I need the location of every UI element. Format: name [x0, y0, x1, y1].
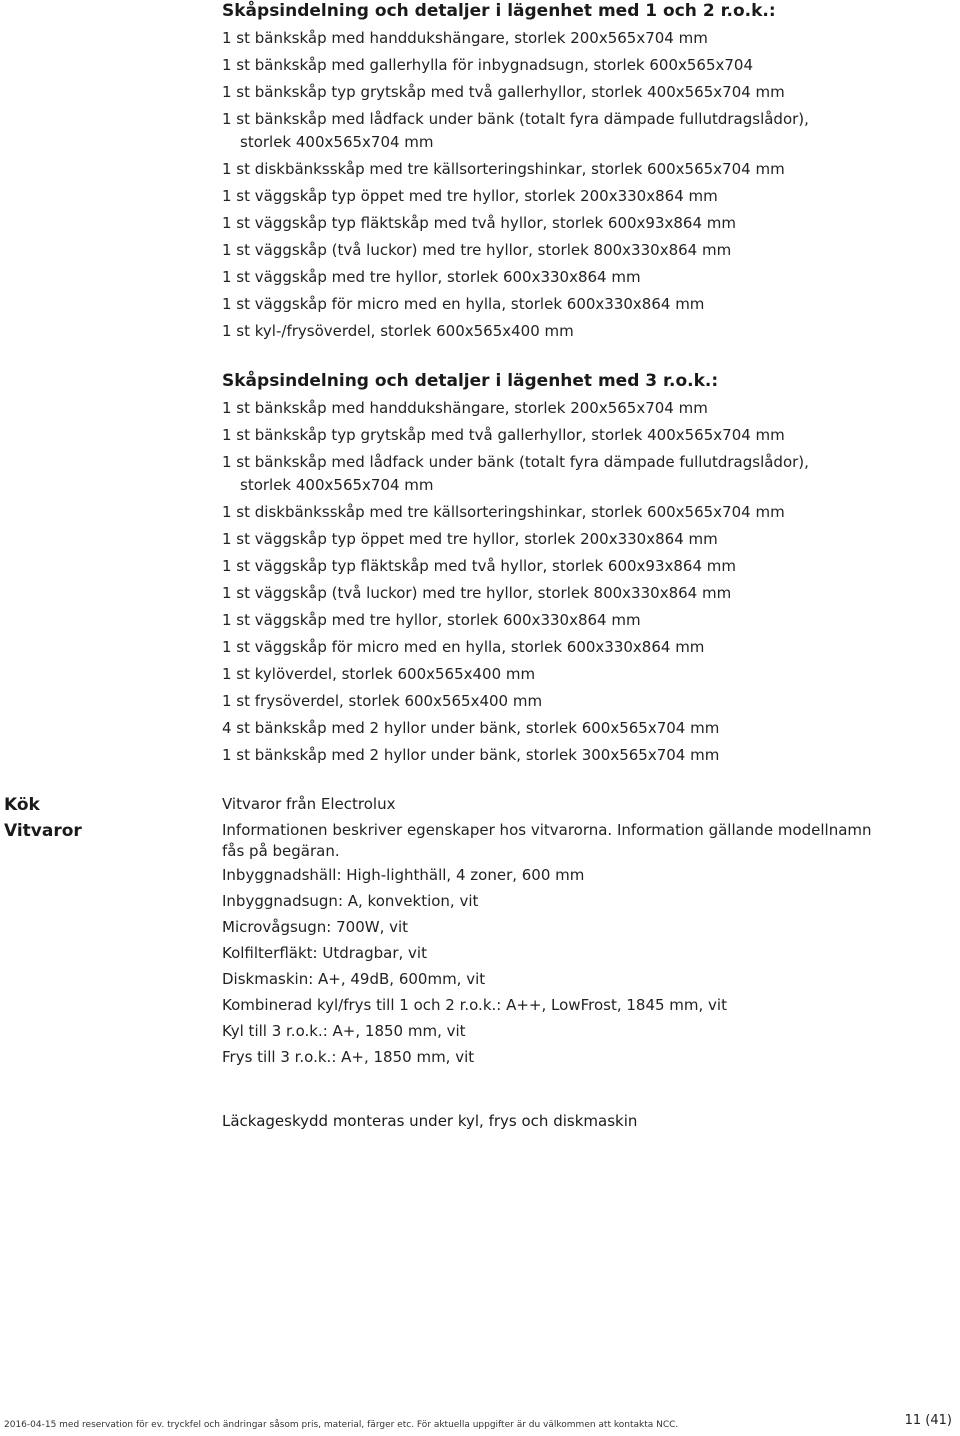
list-item: 1 st väggskåp typ öppet med tre hyllor, storlek 200x330x864 mm [222, 530, 718, 548]
list-item: Inbyggnadshäll: High-lighthäll, 4 zoner, 600 mm [222, 866, 585, 884]
list-item: 1 st väggskåp med tre hyllor, storlek 600x330x864 mm [222, 268, 641, 286]
list-item: 1 st bänkskåp med lådfack under bänk (totalt fyra dämpade fullutdragslådor), storlek 400x565x704 mm [222, 453, 809, 494]
list-item: 1 st väggskåp med tre hyllor, storlek 600x330x864 mm [222, 611, 641, 629]
list-item: Kombinerad kyl/frys till 1 och 2 r.o.k.: A++, LowFrost, 1845 mm, vit [222, 996, 727, 1014]
list-item: 1 st väggskåp (två luckor) med tre hyllor, storlek 800x330x864 mm [222, 584, 732, 602]
list-item: 4 st bänkskåp med 2 hyllor under bänk, storlek 600x565x704 mm [222, 719, 720, 737]
list-item: 1 st diskbänksskåp med tre källsorteringshinkar, storlek 600x565x704 mm [222, 503, 785, 521]
section-2-title: Skåpsindelning och detaljer i lägenhet med 3 r.o.k.: [222, 371, 719, 391]
label-vitvaror: Vitvaror [4, 821, 82, 841]
list-item: 1 st väggskåp för micro med en hylla, storlek 600x330x864 mm [222, 638, 705, 656]
list-item: 1 st väggskåp typ fläktskåp med två hyllor, storlek 600x93x864 mm [222, 557, 737, 575]
list-item: 1 st väggskåp typ fläktskåp med två hyllor, storlek 600x93x864 mm [222, 214, 737, 232]
list-item: 1 st bänkskåp med gallerhylla för inbygnadsugn, storlek 600x565x704 [222, 56, 754, 74]
list-item: 1 st diskbänksskåp med tre källsorteringshinkar, storlek 600x565x704 mm [222, 160, 785, 178]
appliances-list [222, 793, 922, 1069]
footer-disclaimer: 2016-04-15 med reservation för ev. tryckfel och ändringar såsom pris, material, färger etc. För aktuella uppgifter är du välkommen att kontakta NCC. [4, 1420, 679, 1430]
list-item: Inbyggnadsugn: A, konvektion, vit [222, 892, 479, 910]
section-1-title: Skåpsindelning och detaljer i lägenhet med 1 och 2 r.o.k.: [222, 1, 776, 21]
section-1-room-1-2 [222, 0, 922, 347]
list-item: 1 st bänkskåp med lådfack under bänk (totalt fyra dämpade fullutdragslådor), storlek 400x565x704 mm [222, 110, 809, 151]
list-item: 1 st bänkskåp med handdukshängare, storlek 200x565x704 mm [222, 399, 708, 417]
list-item: 1 st väggskåp typ öppet med tre hyllor, storlek 200x330x864 mm [222, 187, 718, 205]
list-item: 1 st kylöverdel, storlek 600x565x400 mm [222, 665, 536, 683]
leak-protection-note: Läckageskydd monteras under kyl, frys och diskmaskin [222, 1112, 638, 1130]
list-item: 1 st kyl-/frysöverdel, storlek 600x565x400 mm [222, 322, 574, 340]
list-item: Informationen beskriver egenskaper hos vitvarorna. Information gällande modellnamn fås på begäran. [222, 821, 872, 860]
list-item: 1 st frysöverdel, storlek 600x565x400 mm [222, 692, 543, 710]
label-kok: Kök [4, 795, 40, 815]
section-1-list [222, 27, 922, 343]
list-item: Diskmaskin: A+, 49dB, 600mm, vit [222, 970, 486, 988]
section-2-room-3 [222, 370, 922, 771]
list-item: 1 st väggskåp (två luckor) med tre hyllor, storlek 800x330x864 mm [222, 241, 732, 259]
list-item: 1 st bänkskåp typ grytskåp med två gallerhyllor, storlek 400x565x704 mm [222, 426, 785, 444]
section-2-list [222, 397, 922, 767]
page-number: 11 (41) [904, 1413, 952, 1428]
list-item: 1 st bänkskåp med 2 hyllor under bänk, storlek 300x565x704 mm [222, 746, 720, 764]
list-item: Vitvaror från Electrolux [222, 795, 396, 813]
appliances-section [222, 793, 922, 1072]
list-item: 1 st bänkskåp med handdukshängare, storlek 200x565x704 mm [222, 29, 708, 47]
list-item: Frys till 3 r.o.k.: A+, 1850 mm, vit [222, 1048, 475, 1066]
list-item: 1 st bänkskåp typ grytskåp med två gallerhyllor, storlek 400x565x704 mm [222, 83, 785, 101]
list-item: 1 st väggskåp för micro med en hylla, storlek 600x330x864 mm [222, 295, 705, 313]
list-item: Kolfilterfläkt: Utdragbar, vit [222, 944, 427, 962]
list-item: Kyl till 3 r.o.k.: A+, 1850 mm, vit [222, 1022, 466, 1040]
list-item: Microvågsugn: 700W, vit [222, 918, 409, 936]
